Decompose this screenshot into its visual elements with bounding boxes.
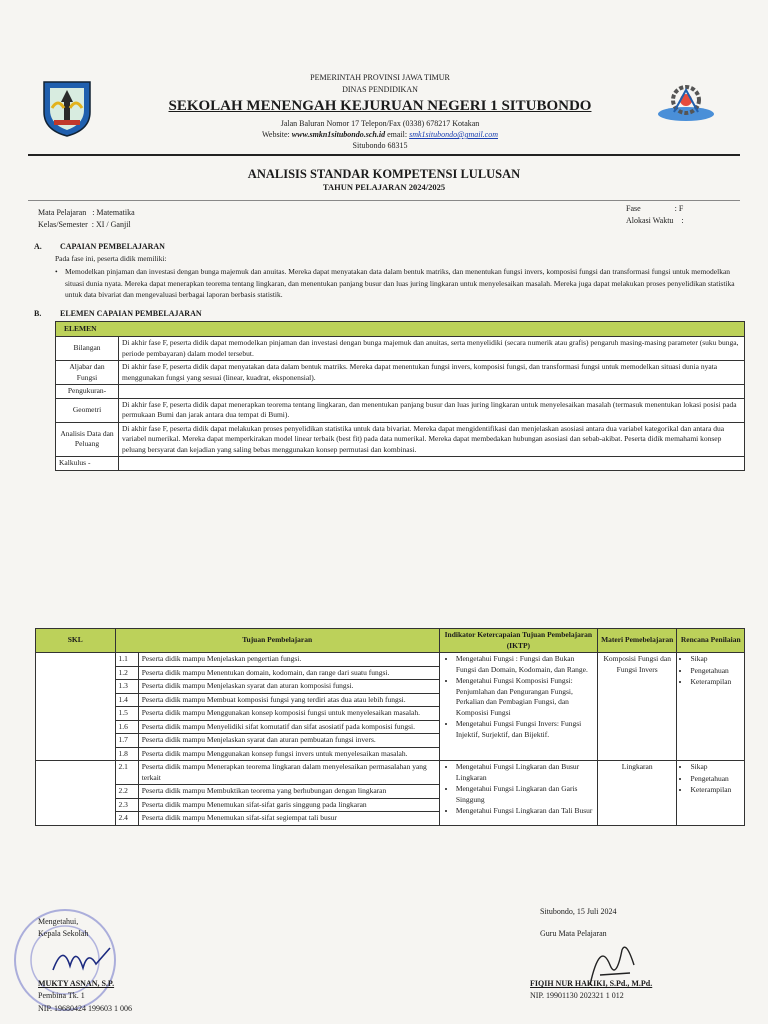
meta-left [38,207,135,231]
principal-role: Kepala Sekolah [38,929,89,938]
skl-table [35,628,745,826]
tp-number: 1.8 [115,747,138,761]
tp-number: 1.2 [115,666,138,680]
table-row [56,385,745,399]
elemen-label: Analisis Data dan Peluang [56,422,119,457]
col-header-skl: SKL [36,629,116,653]
elemen-desc: Di akhir fase F, peserta didik dapat menyatakan data dalam bentuk matriks. Mereka dapat menentukan fungsi invers, komposisi fungsi, dan transformasi fungsi untuk memodelkan situasi dunia nyata menggunakan fungsi yang sesuai (linear, kuadrat, eksponensial). [119,361,745,385]
tp-text: Peserta didik mampu Menggunakan konsep fungsi invers untuk menyelesaikan masalah. [138,747,439,761]
email-link[interactable]: smk1situbondo@gmail.com [409,130,498,139]
tp-text: Peserta didik mampu Menjelaskan pengertian fungsi. [138,653,439,667]
iktp-cell [439,761,597,826]
document-title: ANALISIS STANDAR KOMPETENSI LULUSAN [247,167,521,181]
elemen-label: Kalkulus - [56,457,119,471]
skl-cell [36,653,116,761]
elemen-table [55,321,745,471]
tp-text: Peserta didik mampu Menemukan sifat-sifat garis singgung pada lingkaran [138,798,439,812]
tp-number: 1.1 [115,653,138,667]
penilaian-item: • Pengetahuan [690,774,741,785]
header-address: Jalan Baluran Nomor 17 Telepon/Fax (0338) 678217 Kotakan [280,119,480,128]
principal-nip: NIP. 19680424 199603 1 006 [38,1004,133,1013]
elemen-desc: Di akhir fase F, peserta didik dapat menerapkan teorema tentang lingkaran, dan menentukan panjang busur dan luas juring lingkaran untuk menyelesaikan masalah (termasuk menentukan lokasi posisi pada permukaan Bumi dan jarak antara dua tempat di Bumi). [119,398,745,422]
principal-signature [48,938,118,978]
bullet-icon: • [55,267,58,276]
principal-name: MUKTY ASNAN, S.P. [38,979,115,988]
col-header-materi: Materi Pemebelajaran [597,629,677,653]
tp-number: 1.5 [115,707,138,721]
header-city: Situbondo 68315 [352,141,408,150]
tp-text: Peserta didik mampu Menentukan domain, kodomain, dan range dari suatu fungsi. [138,666,439,680]
table-row [36,761,745,785]
iktp-item: • Mengetahui Fungsi Fungsi Invers: Fungsi Injektif, Surjektif, dan Bijektif. [456,719,594,740]
col-header-iktp: Indikator Ketercapaian Tujuan Pembelajaran (IKTP) [439,629,597,653]
teacher-nip: NIP. 19901130 202321 1 012 [530,991,624,1000]
section-a-bullet [55,266,745,301]
section-a-number: A. [34,242,42,251]
table-row [56,457,745,471]
elemen-label: Bilangan [56,337,119,361]
iktp-item: • Mengetahui Fungsi : Fungsi dan Bukan Fungsi dan Domain, Kodomain, dan Range. [456,654,594,675]
tp-number: 1.3 [115,680,138,694]
principal-rank: Pembina Tk. 1 [38,991,85,1000]
meta-alokasi: Alokasi Waktu : [626,216,684,225]
penilaian-item: • Keterampilan [690,785,741,796]
approval-label: Mengetahui, [38,917,79,926]
table-row [56,337,745,361]
east-java-emblem-logo [40,78,94,138]
elemen-desc [119,457,745,471]
tp-number: 1.4 [115,693,138,707]
tp-text: Peserta didik mampu Menjelaskan syarat dan aturan komposisi fungsi. [138,680,439,694]
header-government: PEMERINTAH PROVINSI JAWA TIMUR [310,73,450,82]
header-divider [28,154,740,156]
skl-cell [36,761,116,826]
materi-cell: Lingkaran [597,761,677,826]
penilaian-item: • Sikap [690,762,741,773]
tp-text: Peserta didik mampu Menyelidiki sifat komutatif dan sifat asosiatif pada komposisi fungsi. [138,720,439,734]
penilaian-item: • Sikap [690,654,741,665]
teacher-role: Guru Mata Pelajaran [540,929,607,938]
signing-date: Situbondo, 15 Juli 2024 [540,907,617,916]
iktp-cell [439,653,597,761]
tp-number: 2.3 [115,798,138,812]
tp-number: 2.1 [115,761,138,785]
tp-number: 1.7 [115,734,138,748]
penilaian-cell [677,653,745,761]
tp-text: Peserta didik mampu Membuat komposisi fungsi yang terdiri atas dua atau lebih fungsi. [138,693,439,707]
table-row [56,398,745,422]
tp-text: Peserta didik mampu Menjelaskan syarat dan aturan pembuatan fungsi invers. [138,734,439,748]
section-a-title: CAPAIAN PEMBELAJARAN [60,242,165,251]
website-label: Website: [261,130,290,139]
tp-number: 2.4 [115,812,138,826]
meta-class: Kelas/Semester : XI / Ganjil [38,220,131,229]
header-contact [170,129,590,140]
table-row [56,422,745,457]
skl-header-row [36,629,745,653]
table-row [36,653,745,667]
elemen-label: Aljabar dan Fungsi [56,361,119,385]
elemen-label: Pengukuran- [56,385,119,399]
materi-cell: Komposisi Fungsi dan Fungsi Invers [597,653,677,761]
meta-right [626,203,684,227]
section-b-title: ELEMEN CAPAIAN PEMBELAJARAN [60,309,202,318]
title-divider [28,200,740,201]
meta-subject: Mata Pelajaran : Matematika [38,208,135,217]
section-b-heading [34,309,202,318]
tp-text: Peserta didik mampu Menggunakan konsep komposisi fungsi untuk menyelesaikan masalah. [138,707,439,721]
header-department: DINAS PENDIDIKAN [342,85,418,94]
elemen-desc: Di akhir fase F, peserta didik dapat memodelkan pinjaman dan investasi dengan bunga majemuk dan anuitas, serta menyelidiki (secara numerik atau grafis) pengaruh masing-masing parameter (suku bunga, periode pembayaran) dalam model tersebut. [119,337,745,361]
section-a-intro: Pada fase ini, peserta didik memiliki: [55,254,167,263]
penilaian-item: • Keterampilan [690,677,741,688]
smk-gear-logo [656,82,716,124]
elemen-header: ELEMEN [56,322,745,337]
section-a-bullet-text: Memodelkan pinjaman dan investasi dengan bunga majemuk dan anuitas. Mereka dapat menyatakan data dalam bentuk matriks, dan menentukan fungsi invers, komposisi fungsi dan transformasi fungsi untuk memodelkan situasi dunia nyata. Mereka dapat menerapkan teorema tentang lingkaran, dan menentukan panjang busur dan luas juring lingkaran untuk menyelesaikan masalah. Mereka juga dapat melakukan proses penyelidikan statistika untuk data bivariat dan mengevaluasi berbagai laporan berbasis statistik. [65,267,735,299]
section-b-number: B. [34,309,42,318]
header-school-name: SEKOLAH MENENGAH KEJURUAN NEGERI 1 SITUBONDO [168,98,592,114]
iktp-item: • Mengetahui Fungsi Lingkaran dan Garis Singgung [456,784,594,805]
tp-number: 2.2 [115,785,138,799]
penilaian-cell [677,761,745,826]
section-a-heading [34,242,165,251]
tp-number: 1.6 [115,720,138,734]
meta-fase: Fase : F [626,204,684,213]
tp-text: Peserta didik mampu Menemukan sifat-sifat segiempat tali busur [138,812,439,826]
elemen-label: Geometri [56,398,119,422]
iktp-item: • Mengetahui Fungsi Lingkaran dan Busur Lingkaran [456,762,594,783]
col-header-penilaian: Rencana Penilaian [677,629,745,653]
tp-text: Peserta didik mampu Menerapkan teorema lingkaran dalam menyelesaikan permasalahan yang terkait [138,761,439,785]
website-link[interactable]: www.smkn1situbondo.sch.id [291,130,386,139]
elemen-desc: Di akhir fase F, peserta didik dapat melakukan proses penyelidikan statistika untuk data bivariat. Mereka dapat mengidentifikasi dan menjelaskan asosiasi antara dua variabel kategorikal dan antara dua variabel numerikal. Mereka dapat memperkirakan model linear terbaik (best fit) pada data numerikal. Mereka dapat membedakan hubungan asosiasi dan sebab-akibat. Peserta didik memahami konsep peluang bersyarat dan kejadian yang saling bebas menggunakan konsep permutasi dan kombinasi. [119,422,745,457]
email-label: email: [387,130,408,139]
elemen-desc [119,385,745,399]
document-year: TAHUN PELAJARAN 2024/2025 [322,182,446,192]
iktp-item: • Mengetahui Fungsi Komposisi Fungsi: Penjumlahan dan Pengurangan Fungsi, Perkalian dan Pembagian Fungsi, dan Komposisi Fungsi [456,676,594,718]
table-row [56,361,745,385]
penilaian-item: • Pengetahuan [690,666,741,677]
tp-text: Peserta didik mampu Membuktikan teorema yang berhubungan dengan lingkaran [138,785,439,799]
teacher-name: FIQIH NUR HAKIKI, S.Pd., M.Pd. [530,979,653,988]
col-header-tujuan: Tujuan Pembelajaran [115,629,439,653]
iktp-item: • Mengetahui Fungsi Lingkaran dan Tali Busur [456,806,594,817]
